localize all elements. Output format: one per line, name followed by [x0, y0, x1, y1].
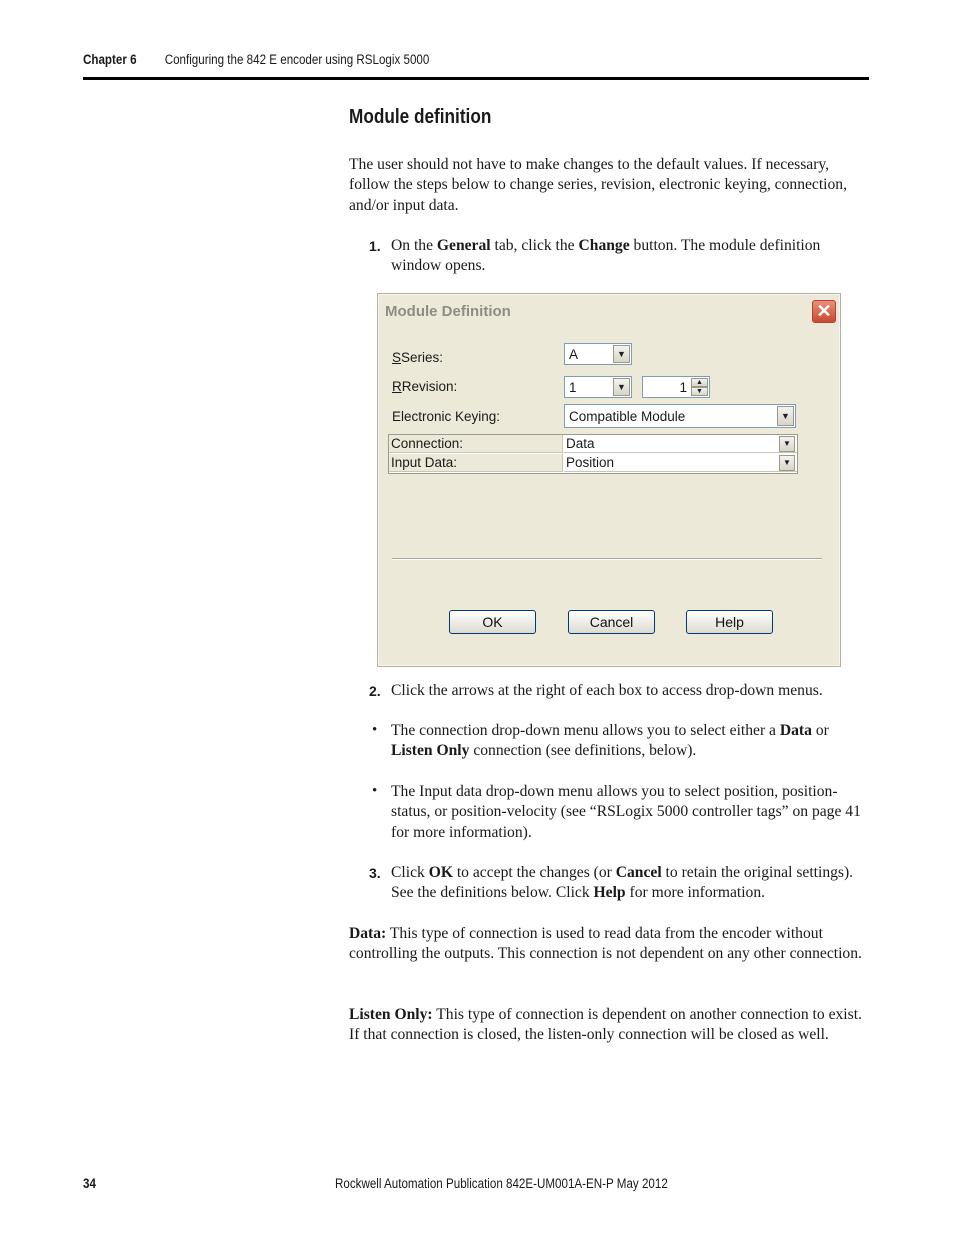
keying-value: Compatible Module: [569, 409, 686, 424]
ok-button[interactable]: OK: [449, 610, 536, 634]
step-1-text: On the General tab, click the Change button. The module definition window opens.: [391, 237, 821, 275]
input-data-value[interactable]: Position: [564, 454, 797, 472]
chapter-label: Chapter 6: [83, 52, 137, 67]
grid-row-connection[interactable]: [389, 435, 797, 454]
connection-grid: [388, 434, 798, 474]
dialog-separator: [392, 558, 822, 560]
step-3-text: Click OK to accept the changes (or Cancel to retain the original settings). See the definitions below. Click Help for more information.: [391, 864, 854, 902]
step-3-number: 3.: [369, 865, 381, 881]
chapter-title: Configuring the 842 E encoder using RSLogix 5000: [164, 52, 430, 67]
keying-label: [392, 409, 500, 424]
chevron-down-icon[interactable]: ▼: [613, 378, 630, 396]
publication-info: Rockwell Automation Publication 842E-UM001A-EN-P May 2012: [335, 1176, 668, 1191]
module-definition-dialog: [377, 293, 841, 667]
keying-select[interactable]: [564, 404, 796, 428]
spin-down-icon[interactable]: ▼: [691, 387, 708, 396]
revision-label: RRevision:: [392, 379, 458, 394]
cancel-button[interactable]: Cancel: [568, 610, 655, 634]
chevron-down-icon[interactable]: ▼: [779, 436, 795, 452]
chevron-down-icon[interactable]: ▼: [613, 345, 630, 363]
revision-major-select[interactable]: [564, 376, 632, 398]
step-2-number: 2.: [369, 683, 381, 699]
page-number: 34: [83, 1176, 96, 1191]
bullet-icon: •: [372, 783, 378, 799]
step-2-text: Click the arrows at the right of each box to access drop-down menus.: [391, 682, 823, 699]
header-rule: [83, 77, 869, 80]
series-select[interactable]: [564, 343, 632, 365]
running-header: [83, 52, 759, 74]
close-icon[interactable]: ✕: [812, 300, 836, 323]
revision-major-value: 1: [569, 380, 577, 395]
section-title: Module definition: [349, 106, 492, 128]
spin-up-icon[interactable]: ▲: [691, 378, 708, 387]
connection-label: Connection:: [389, 435, 563, 453]
grid-row-input-data[interactable]: [389, 454, 797, 473]
revision-minor-stepper[interactable]: [642, 376, 710, 398]
chevron-down-icon[interactable]: ▼: [777, 406, 794, 426]
series-label-text: Series:: [401, 350, 444, 365]
definition-data: Data: This type of connection is used to read data from the encoder without controlling the outputs. This connection is not dependent on any other connection.: [349, 925, 862, 963]
bullet-1-text: The connection drop-down menu allows you to select either a Data or Listen Only connection (see definitions, below).: [391, 722, 829, 760]
bullet-2-text: The Input data drop-down menu allows you to select position, position-status, or position-velocity (see “RSLogix 5000 controller tags” on page 41 for more information).: [391, 783, 861, 841]
series-label: SSeries:: [392, 350, 444, 365]
bullet-icon: •: [372, 722, 378, 738]
input-data-label: Input Data:: [389, 454, 563, 472]
revision-label-text: Revision:: [401, 379, 458, 394]
keying-label-text: Electronic Keying:: [392, 409, 501, 424]
definition-listen-only: Listen Only: This type of connection is dependent on another connection to exist. If that connection is closed, the listen-only connection will be closed as well.: [349, 1006, 862, 1044]
step-1-number: 1.: [369, 238, 381, 254]
series-value: A: [569, 347, 579, 362]
revision-minor-value: 1: [679, 380, 687, 395]
intro-paragraph: The user should not have to make changes to the default values. If necessary, follow the steps below to change series, revision, electronic keying, connection, and/or input data.: [349, 156, 847, 214]
connection-value[interactable]: Data: [564, 435, 797, 453]
chevron-down-icon[interactable]: ▼: [779, 455, 795, 471]
help-button[interactable]: Help: [686, 610, 773, 634]
dialog-title: Module Definition: [385, 303, 511, 320]
